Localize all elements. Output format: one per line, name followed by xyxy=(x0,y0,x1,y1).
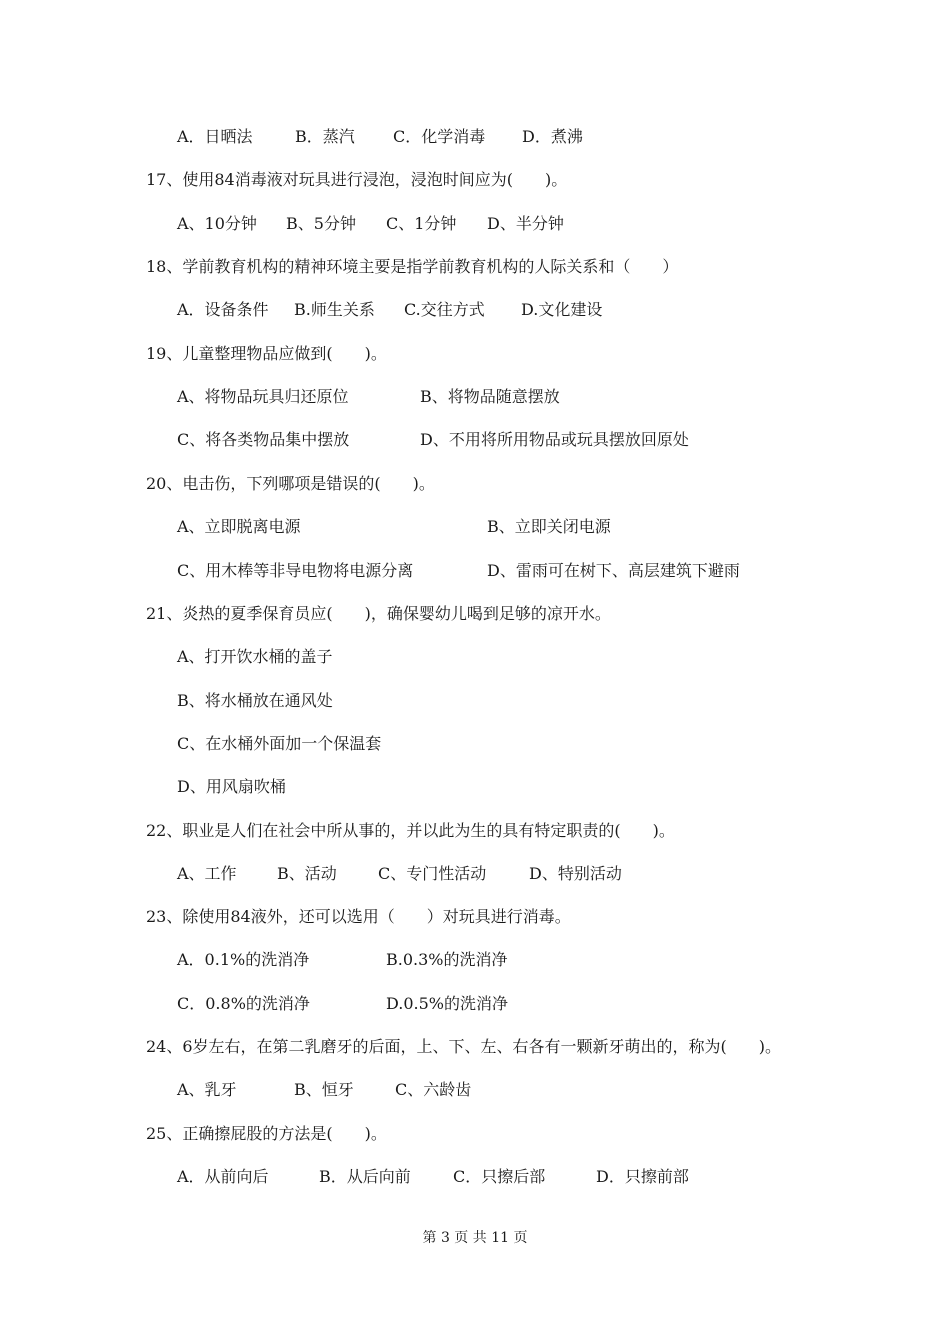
q20-stem: 20、电击伤，下列哪项是错误的( )。 xyxy=(146,474,435,493)
q22-option-b: B、活动 xyxy=(277,864,337,883)
q24-option-b: B、恒牙 xyxy=(294,1080,354,1099)
q18-option-c: C.交往方式 xyxy=(404,300,485,319)
q21-stem: 21、炎热的夏季保育员应( )，确保婴幼儿喝到足够的凉开水。 xyxy=(146,604,611,623)
q17-option-b: B、5分钟 xyxy=(286,214,356,233)
q24-option-c: C、六龄齿 xyxy=(395,1080,472,1099)
q25-stem: 25、正确擦屁股的方法是( )。 xyxy=(146,1124,387,1143)
q16-option-d: D．煮沸 xyxy=(522,127,583,146)
q16-option-c: C．化学消毒 xyxy=(393,127,486,146)
q16-option-a: A．日晒法 xyxy=(177,127,253,146)
q22-stem: 22、职业是人们在社会中所从事的，并以此为生的具有特定职责的( )。 xyxy=(146,821,675,840)
q19-option-d: D、不用将所用物品或玩具摆放回原处 xyxy=(420,430,689,449)
q21-option-c: C、在水桶外面加一个保温套 xyxy=(177,734,382,753)
q18-stem: 18、学前教育机构的精神环境主要是指学前教育机构的人际关系和（ ） xyxy=(146,257,679,276)
q19-stem: 19、儿童整理物品应做到( )。 xyxy=(146,344,387,363)
q18-option-a: A．设备条件 xyxy=(177,300,269,319)
q17-option-c: C、1分钟 xyxy=(386,214,457,233)
q25-option-a: A．从前向后 xyxy=(177,1167,269,1186)
q17-option-d: D、半分钟 xyxy=(487,214,564,233)
q22-option-c: C、专门性活动 xyxy=(378,864,487,883)
q17-stem: 17、使用84消毒液对玩具进行浸泡，浸泡时间应为( )。 xyxy=(146,170,568,189)
q24-option-a: A、乳牙 xyxy=(177,1080,237,1099)
q23-option-c: C．0.8%的洗消净 xyxy=(177,994,310,1013)
q20-option-c: C、用木棒等非导电物将电源分离 xyxy=(177,561,414,580)
q17-option-a: A、10分钟 xyxy=(177,214,257,233)
q16-option-b: B．蒸汽 xyxy=(295,127,355,146)
q23-option-d: D.0.5%的洗消净 xyxy=(386,994,508,1013)
q19-option-b: B、将物品随意摆放 xyxy=(420,387,560,406)
q20-option-d: D、雷雨可在树下、高层建筑下避雨 xyxy=(487,561,740,580)
q23-option-b: B.0.3%的洗消净 xyxy=(386,950,508,969)
q20-option-b: B、立即关闭电源 xyxy=(487,517,611,536)
page-footer: 第 3 页 共 11 页 xyxy=(422,1230,528,1246)
q23-option-a: A．0.1%的洗消净 xyxy=(177,950,310,969)
q18-option-b: B.师生关系 xyxy=(294,300,375,319)
q20-option-a: A、立即脱离电源 xyxy=(177,517,301,536)
q18-option-d: D.文化建设 xyxy=(521,300,603,319)
q22-option-d: D、特别活动 xyxy=(529,864,622,883)
q25-option-c: C．只擦后部 xyxy=(453,1167,546,1186)
q25-option-b: B．从后向前 xyxy=(319,1167,411,1186)
q24-stem: 24、6岁左右，在第二乳磨牙的后面，上、下、左、右各有一颗新牙萌出的，称为( )。 xyxy=(146,1037,782,1056)
q25-option-d: D．只擦前部 xyxy=(596,1167,689,1186)
q22-option-a: A、工作 xyxy=(177,864,237,883)
q21-option-d: D、用风扇吹桶 xyxy=(177,777,286,796)
q21-option-b: B、将水桶放在通风处 xyxy=(177,691,333,710)
q19-option-c: C、将各类物品集中摆放 xyxy=(177,430,350,449)
q23-stem: 23、除使用84液外，还可以选用（ ）对玩具进行消毒。 xyxy=(146,907,571,926)
q19-option-a: A、将物品玩具归还原位 xyxy=(177,387,349,406)
q21-option-a: A、打开饮水桶的盖子 xyxy=(177,647,333,666)
